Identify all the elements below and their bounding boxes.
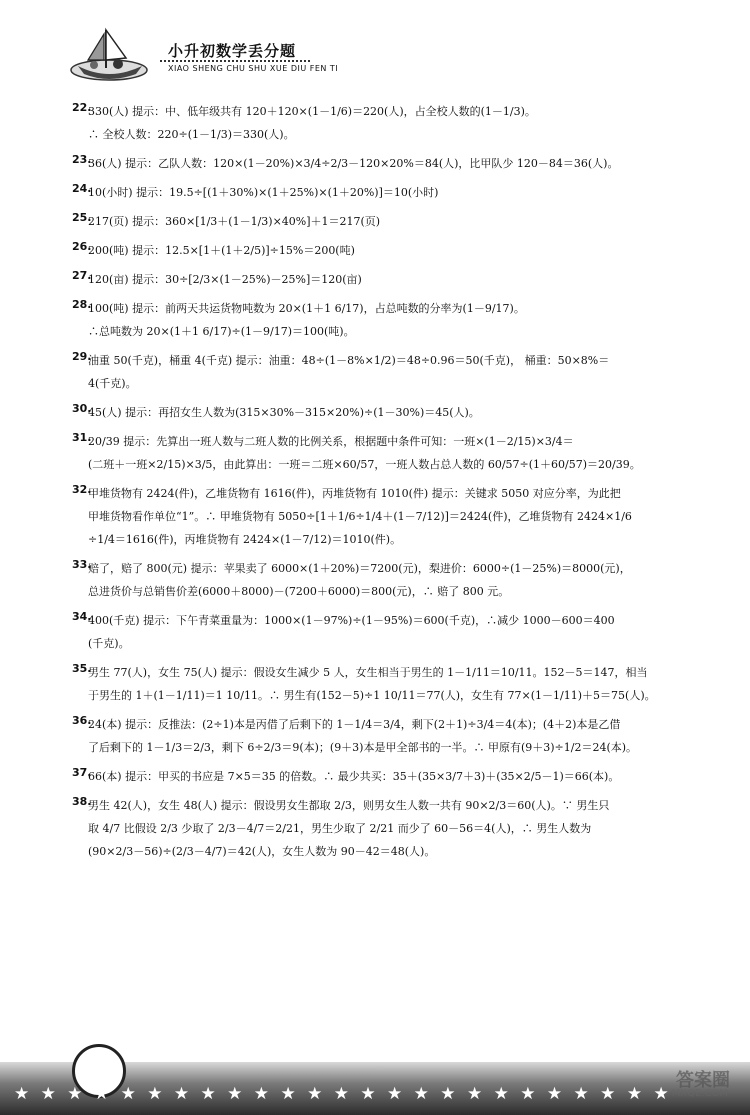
- item-number: 33.: [72, 558, 92, 571]
- answer-item: [72, 239, 718, 262]
- answer-line: 总进货价与总销售价差(6000＋8000)－(7200＋6000)＝800(元)，∴ 赔了 800 元。: [88, 585, 510, 598]
- answer-line: 120(亩) 提示：30÷[2/3×(1－25%)－25%]＝120(亩): [88, 273, 362, 286]
- answer-line: 男生 77(人)，女生 75(人) 提示：假设女生减少 5 人，女生相当于男生的 1－1/11＝10/11。152－5＝147，相当: [88, 666, 648, 679]
- answer-item: [72, 557, 718, 603]
- item-number: 22.: [72, 101, 92, 114]
- answer-item: [72, 430, 718, 476]
- answer-item: [72, 100, 718, 146]
- item-number: 31.: [72, 431, 92, 444]
- answer-item: [72, 152, 718, 175]
- footer-stars: ★ ★ ★ ★ ★ ★ ★ ★ ★ ★ ★ ★ ★ ★ ★ ★ ★ ★ ★ ★ ★ ★ ★ ★ ★: [14, 1084, 672, 1104]
- answer-item: [72, 609, 718, 655]
- answer-line: 200(吨) 提示：12.5×[1＋(1＋2/5)]÷15%＝200(吨): [88, 244, 355, 257]
- item-number: 27.: [72, 269, 92, 282]
- answer-line: 217(页) 提示：360×[1/3＋(1－1/3)×40%]＋1＝217(页): [88, 215, 381, 228]
- answer-line: 油重 50(千克)，桶重 4(千克) 提示：油重：48÷(1－8%×1/2)＝48÷0.96＝50(千克)， 桶重：50×8%＝: [88, 354, 610, 367]
- answer-line: 于男生的 1＋(1－1/11)＝1 10/11。∴ 男生有(152－5)÷1 10/11＝77(人)，女生有 77×(1－1/11)＋5＝75(人)。: [88, 689, 656, 702]
- book-title-pinyin: XIAO SHENG CHU SHU XUE DIU FEN TI: [168, 64, 339, 73]
- answer-line: 400(千克) 提示：下午青菜重量为：1000×(1－97%)÷(1－95%)＝600(千克)，∴减少 1000－600＝400: [88, 614, 615, 627]
- answer-line: 24(本) 提示：反推法：(2÷1)本是丙借了后剩下的 1－1/4＝3/4，剩下(2＋1)÷3/4＝4(本)；(4＋2)本是乙借: [88, 718, 621, 731]
- watermark-url: MXQE.COM: [671, 1088, 728, 1099]
- sailboat-logo-icon: [68, 22, 150, 84]
- answer-item: [72, 210, 718, 233]
- answer-line: 甲堆货物看作单位“1”。∴ 甲堆货物有 5050÷[1＋1/6÷1/4＋(1－7/12)]＝2424(件)，乙堆货物有 2424×1/6: [88, 510, 632, 523]
- answer-item: [72, 482, 718, 551]
- answer-line: 了后剩下的 1－1/3＝2/3，剩下 6÷2/3＝9(本)；(9＋3)本是甲全部书的一半。∴ 甲原有(9＋3)÷1/2＝24(本)。: [88, 741, 638, 754]
- answer-item: [72, 794, 718, 863]
- item-number: 23.: [72, 153, 92, 166]
- answer-item: [72, 268, 718, 291]
- item-number: 35.: [72, 662, 92, 675]
- item-number: 36.: [72, 714, 92, 727]
- answer-item: [72, 401, 718, 424]
- page-header: [0, 0, 750, 90]
- answer-line: (千克)。: [88, 637, 130, 650]
- item-number: 28.: [72, 298, 92, 311]
- answer-item: [72, 661, 718, 707]
- answer-list: [72, 100, 718, 869]
- answer-line: 66(本) 提示：甲买的书应是 7×5＝35 的倍数。∴ 最少共买：35＋(35×3/7＋3)＋(35×2/5－1)＝66(本)。: [88, 770, 620, 783]
- answer-line: 36(人) 提示：乙队人数：120×(1－20%)×3/4÷2/3－120×20%＝84(人)，比甲队少 120－84＝36(人)。: [88, 157, 619, 170]
- answer-item: [72, 349, 718, 395]
- item-number: 24.: [72, 182, 92, 195]
- answer-line: ÷1/4＝1616(件)，丙堆货物有 2424×(1－7/12)＝1010(件)。: [88, 533, 402, 546]
- item-number: 37.: [72, 766, 92, 779]
- page-footer: [0, 1062, 750, 1115]
- answer-item: [72, 181, 718, 204]
- header-divider: [160, 60, 310, 62]
- item-number: 25.: [72, 211, 92, 224]
- item-number: 29.: [72, 350, 92, 363]
- answer-line: 男生 42(人)，女生 48(人) 提示：假设男女生都取 2/3，则男女生人数一共有 90×2/3＝60(人)。∵ 男生只: [88, 799, 610, 812]
- answer-line: ∴ 全校人数：220÷(1－1/3)＝330(人)。: [88, 128, 295, 141]
- answer-line: ∴总吨数为 20×(1＋1 6/17)÷(1－9/17)＝100(吨)。: [88, 325, 355, 338]
- item-number: 26.: [72, 240, 92, 253]
- answer-item: [72, 297, 718, 343]
- item-number: 38.: [72, 795, 92, 808]
- answer-line: (90×2/3－56)÷(2/3－4/7)＝42(人)，女生人数为 90－42＝48(人)。: [88, 845, 436, 858]
- answer-line: (二班＋一班×2/15)×3/5，由此算出：一班＝二班×60/57，一班人数占总人数的 60/57÷(1＋60/57)＝20/39。: [88, 458, 641, 471]
- watermark-logo: 答案圈: [676, 1070, 730, 1091]
- answer-line: 10(小时) 提示：19.5÷[(1＋30%)×(1＋25%)×(1＋20%)]＝10(小时): [88, 186, 439, 199]
- answer-item: [72, 765, 718, 788]
- answer-line: 甲堆货物有 2424(件)，乙堆货物有 1616(件)，丙堆货物有 1010(件) 提示：关键求 5050 对应分率，为此把: [88, 487, 621, 500]
- answer-line: 赔了，赔了 800(元) 提示：苹果卖了 6000×(1＋20%)＝7200(元)，梨进价：6000÷(1－25%)＝8000(元)，: [88, 562, 631, 575]
- answer-line: 20/39 提示：先算出一班人数与二班人数的比例关系，根据题中条件可知：一班×(1－2/15)×3/4＝: [88, 435, 574, 448]
- answer-line: 4(千克)。: [88, 377, 137, 390]
- item-number: 32.: [72, 483, 92, 496]
- answer-line: 45(人) 提示：再招女生人数为(315×30%－315×20%)÷(1－30%)＝45(人)。: [88, 406, 480, 419]
- item-number: 34.: [72, 610, 92, 623]
- item-number: 30.: [72, 402, 92, 415]
- answer-item: [72, 713, 718, 759]
- answer-line: 取 4/7 比假设 2/3 少取了 2/3－4/7＝2/21，男生少取了 2/21 而少了 60－56＝4(人)，∴ 男生人数为: [88, 822, 592, 835]
- answer-line: 330(人) 提示：中、低年级共有 120＋120×(1－1/6)＝220(人)，占全校人数的(1－1/3)。: [88, 105, 536, 118]
- answer-line: 100(吨) 提示：前两天共运货物吨数为 20×(1＋1 6/17)，占总吨数的分率为(1－9/17)。: [88, 302, 525, 315]
- book-title: 小升初数学丢分题: [168, 42, 297, 60]
